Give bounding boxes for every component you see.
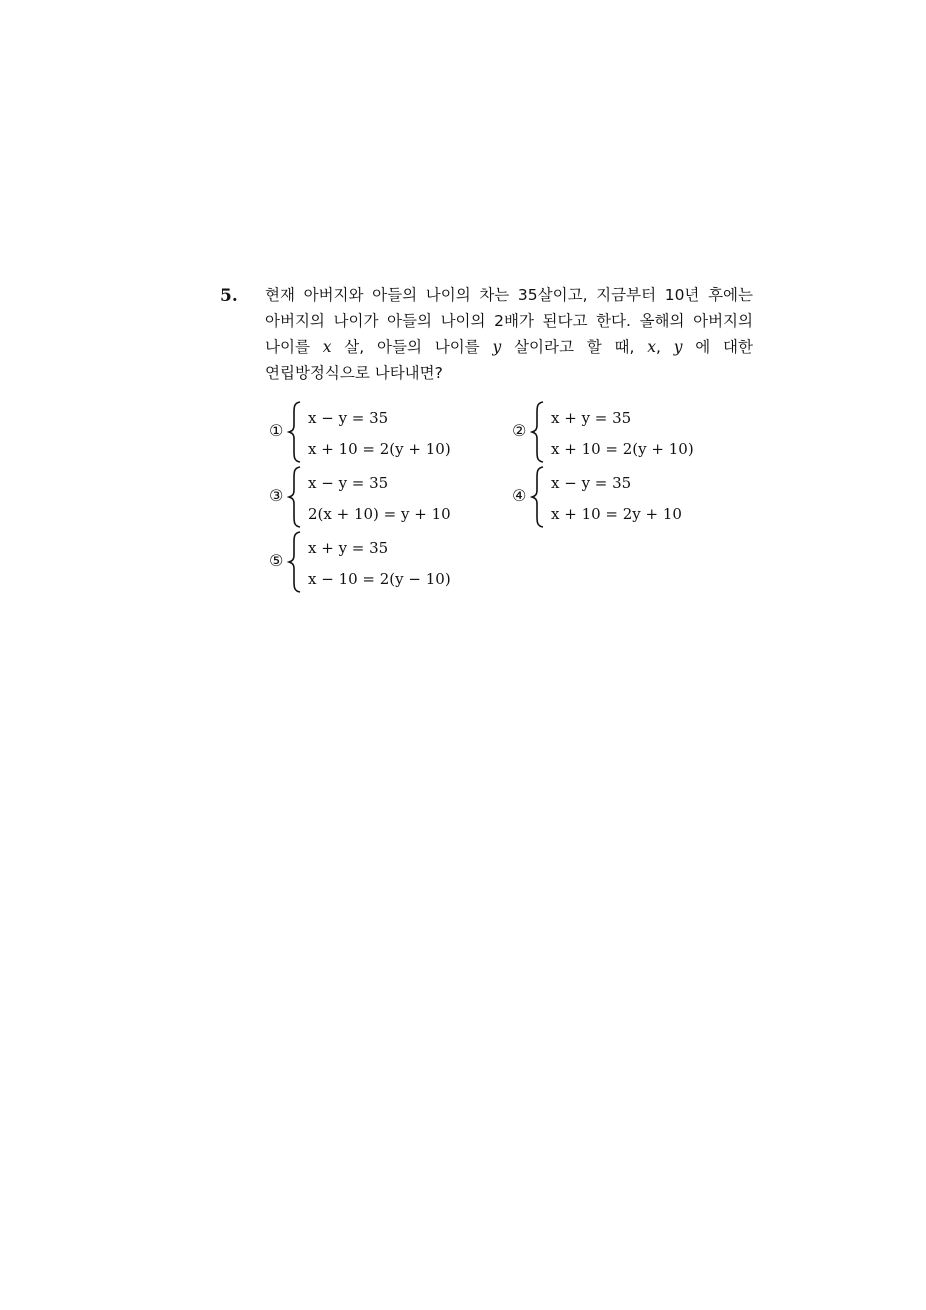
equation-2: x + 10 = 2(y + 10) bbox=[308, 440, 451, 458]
choice-5[interactable] bbox=[269, 531, 469, 593]
choice-marker: ① bbox=[269, 421, 284, 440]
choice-marker: ② bbox=[512, 421, 527, 440]
choice-marker: ③ bbox=[269, 486, 284, 505]
question-text bbox=[265, 282, 753, 386]
variable-y: y bbox=[492, 338, 502, 356]
equation-1: x + y = 35 bbox=[551, 409, 632, 427]
equation-1: x − y = 35 bbox=[308, 474, 389, 492]
question-text-part: 살, 아들의 나이를 bbox=[331, 338, 493, 356]
equation-1: x − y = 35 bbox=[308, 409, 389, 427]
equation-2: 2(x + 10) = y + 10 bbox=[308, 505, 451, 523]
problem-number: 5. bbox=[220, 286, 238, 306]
left-brace-icon bbox=[287, 466, 303, 528]
equation-2: x + 10 = 2y + 10 bbox=[551, 505, 682, 523]
choice-1[interactable] bbox=[269, 401, 469, 463]
left-brace-icon bbox=[530, 401, 546, 463]
question-text-part: , bbox=[655, 338, 674, 356]
question-text-part: 현재 아버지와 아들의 나이의 차는 35살이고, 지금부터 10년 후에는 아버지의 나이가 아들의 나이의 2배가 된다고 한다. 올해의 아버지의 나이를 bbox=[265, 286, 753, 356]
choice-4[interactable] bbox=[512, 466, 712, 528]
choice-marker: ④ bbox=[512, 486, 527, 505]
variable-y: y bbox=[673, 338, 683, 356]
left-brace-icon bbox=[287, 401, 303, 463]
choice-3[interactable] bbox=[269, 466, 469, 528]
equation-1: x − y = 35 bbox=[551, 474, 632, 492]
left-brace-icon bbox=[530, 466, 546, 528]
equation-2: x − 10 = 2(y − 10) bbox=[308, 570, 451, 588]
equation-1: x + y = 35 bbox=[308, 539, 389, 557]
variable-x: x bbox=[322, 338, 332, 356]
question-text-part: 살이라고 할 때, bbox=[501, 338, 648, 356]
choice-marker: ⑤ bbox=[269, 551, 284, 570]
choice-2[interactable] bbox=[512, 401, 712, 463]
variable-x: x bbox=[647, 338, 656, 356]
question-text-part: 에 대한 연립방정식으로 나타내면? bbox=[265, 338, 753, 382]
equation-2: x + 10 = 2(y + 10) bbox=[551, 440, 694, 458]
left-brace-icon bbox=[287, 531, 303, 593]
